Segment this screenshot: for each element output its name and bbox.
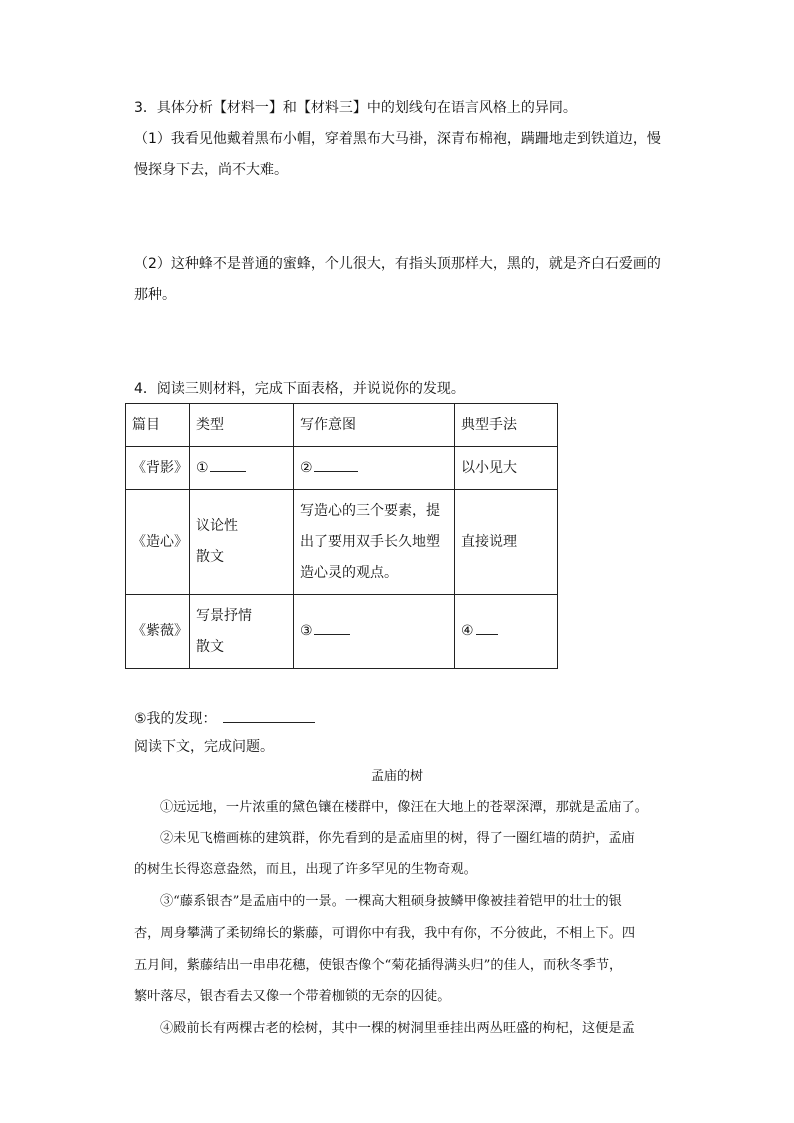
article-paragraph-1: ①远远地，一片浓重的黛色镶在楼群中，像汪在大地上的苍翠深潭，那就是孟庙了。	[160, 800, 648, 815]
comparison-table	[125, 403, 558, 669]
table-row	[126, 447, 558, 490]
type-line: 散文	[196, 549, 224, 565]
header-intent-cell: 写作意图	[294, 404, 455, 447]
blank-marker: ①	[196, 459, 209, 476]
finding-line	[134, 706, 315, 729]
article-paragraph-2-line-1: ②未见飞檐画栋的建筑群，你先看到的是孟庙里的树，得了一圈红墙的荫护，孟庙	[160, 831, 635, 846]
answer-blank-3[interactable]	[314, 618, 350, 635]
type-line: 散文	[196, 638, 224, 655]
table-row	[126, 595, 558, 669]
article-paragraph-3-line-1: ③“藤系银杏”是孟庙中的一景。一棵高大粗硕身披鳞甲像被挂着铠甲的壮士的银	[160, 894, 622, 909]
answer-blank-4[interactable]	[476, 618, 498, 635]
row-title-cell: 《造心》	[126, 490, 190, 595]
article-paragraph-3-line-2: 杏，周身攀满了柔韧绵长的紫藤，可谓你中有我，我中有你，不分彼此，不相上下。四	[134, 926, 636, 941]
question-3-item-2-line-1: （2）这种蜂不是普通的蜜蜂，个儿很大，有指头顶那样大，黑的，就是齐白石爱画的	[134, 256, 661, 272]
answer-blank-2[interactable]	[314, 455, 358, 472]
type-line: 议论性	[196, 518, 238, 534]
row-method-cell	[455, 595, 558, 669]
question-3-item-1-line-2: 慢探身下去，尚不大难。	[134, 162, 288, 178]
article-paragraph-3-line-3: 五月间，紫藤结出一串串花穗，使银杏像个“菊花插得满头归”的佳人，而秋冬季节，	[134, 958, 623, 973]
header-title-cell: 篇目	[126, 404, 190, 447]
blank-marker: ③	[300, 623, 313, 639]
type-line: 写景抒情	[196, 607, 252, 624]
answer-blank-5[interactable]	[223, 706, 315, 723]
question-3-item-2-line-2: 那种。	[134, 287, 176, 303]
row-type-cell	[190, 595, 294, 669]
intent-line: 写造心的三个要素，提	[300, 502, 440, 519]
row-intent-cell	[294, 447, 455, 490]
intent-line: 出了要用双手长久地塑	[300, 533, 440, 550]
reading-instruction: 阅读下文，完成问题。	[134, 739, 274, 755]
header-method-cell: 典型手法	[455, 404, 558, 447]
blank-marker: ②	[300, 459, 313, 476]
article-paragraph-4: ④殿前长有两棵古老的桧树，其中一棵的树洞里垂挂出两丛旺盛的枸杞，这便是孟	[160, 1021, 635, 1036]
row-intent-cell	[294, 595, 455, 669]
article-paragraph-2-line-2: 的树生长得恣意盎然，而且，出现了许多罕见的生物奇观。	[134, 862, 477, 877]
question-3-item-1-line-1: （1）我看见他戴着黑布小帽，穿着黑布大马褂，深青布棉袍，蹒跚地走到铁道边，慢	[134, 131, 661, 147]
article-title: 孟庙的树	[370, 769, 423, 784]
table-row	[126, 490, 558, 595]
row-method-cell: 以小见大	[455, 447, 558, 490]
article-paragraph-3-line-4: 繁叶落尽，银杏看去又像一个带着枷锁的无奈的囚徒。	[134, 989, 451, 1004]
question-3-title: 3．具体分析【材料一】和【材料三】中的划线句在语言风格上的异同。	[134, 100, 577, 116]
intent-line: 造心灵的观点。	[300, 564, 398, 581]
row-intent-cell	[294, 490, 455, 595]
blank-marker: ④	[461, 623, 474, 639]
table-header-row	[126, 404, 558, 447]
question-4-title: 4．阅读三则材料，完成下面表格，并说说你的发现。	[134, 381, 465, 397]
finding-label: ⑤我的发现：	[134, 711, 217, 727]
row-title-cell: 《紫薇》	[126, 595, 190, 669]
row-method-cell: 直接说理	[455, 490, 558, 595]
row-title-cell: 《背影》	[126, 447, 190, 490]
row-type-cell	[190, 447, 294, 490]
answer-blank-1[interactable]	[210, 455, 246, 472]
row-type-cell	[190, 490, 294, 595]
header-type-cell: 类型	[190, 404, 294, 447]
